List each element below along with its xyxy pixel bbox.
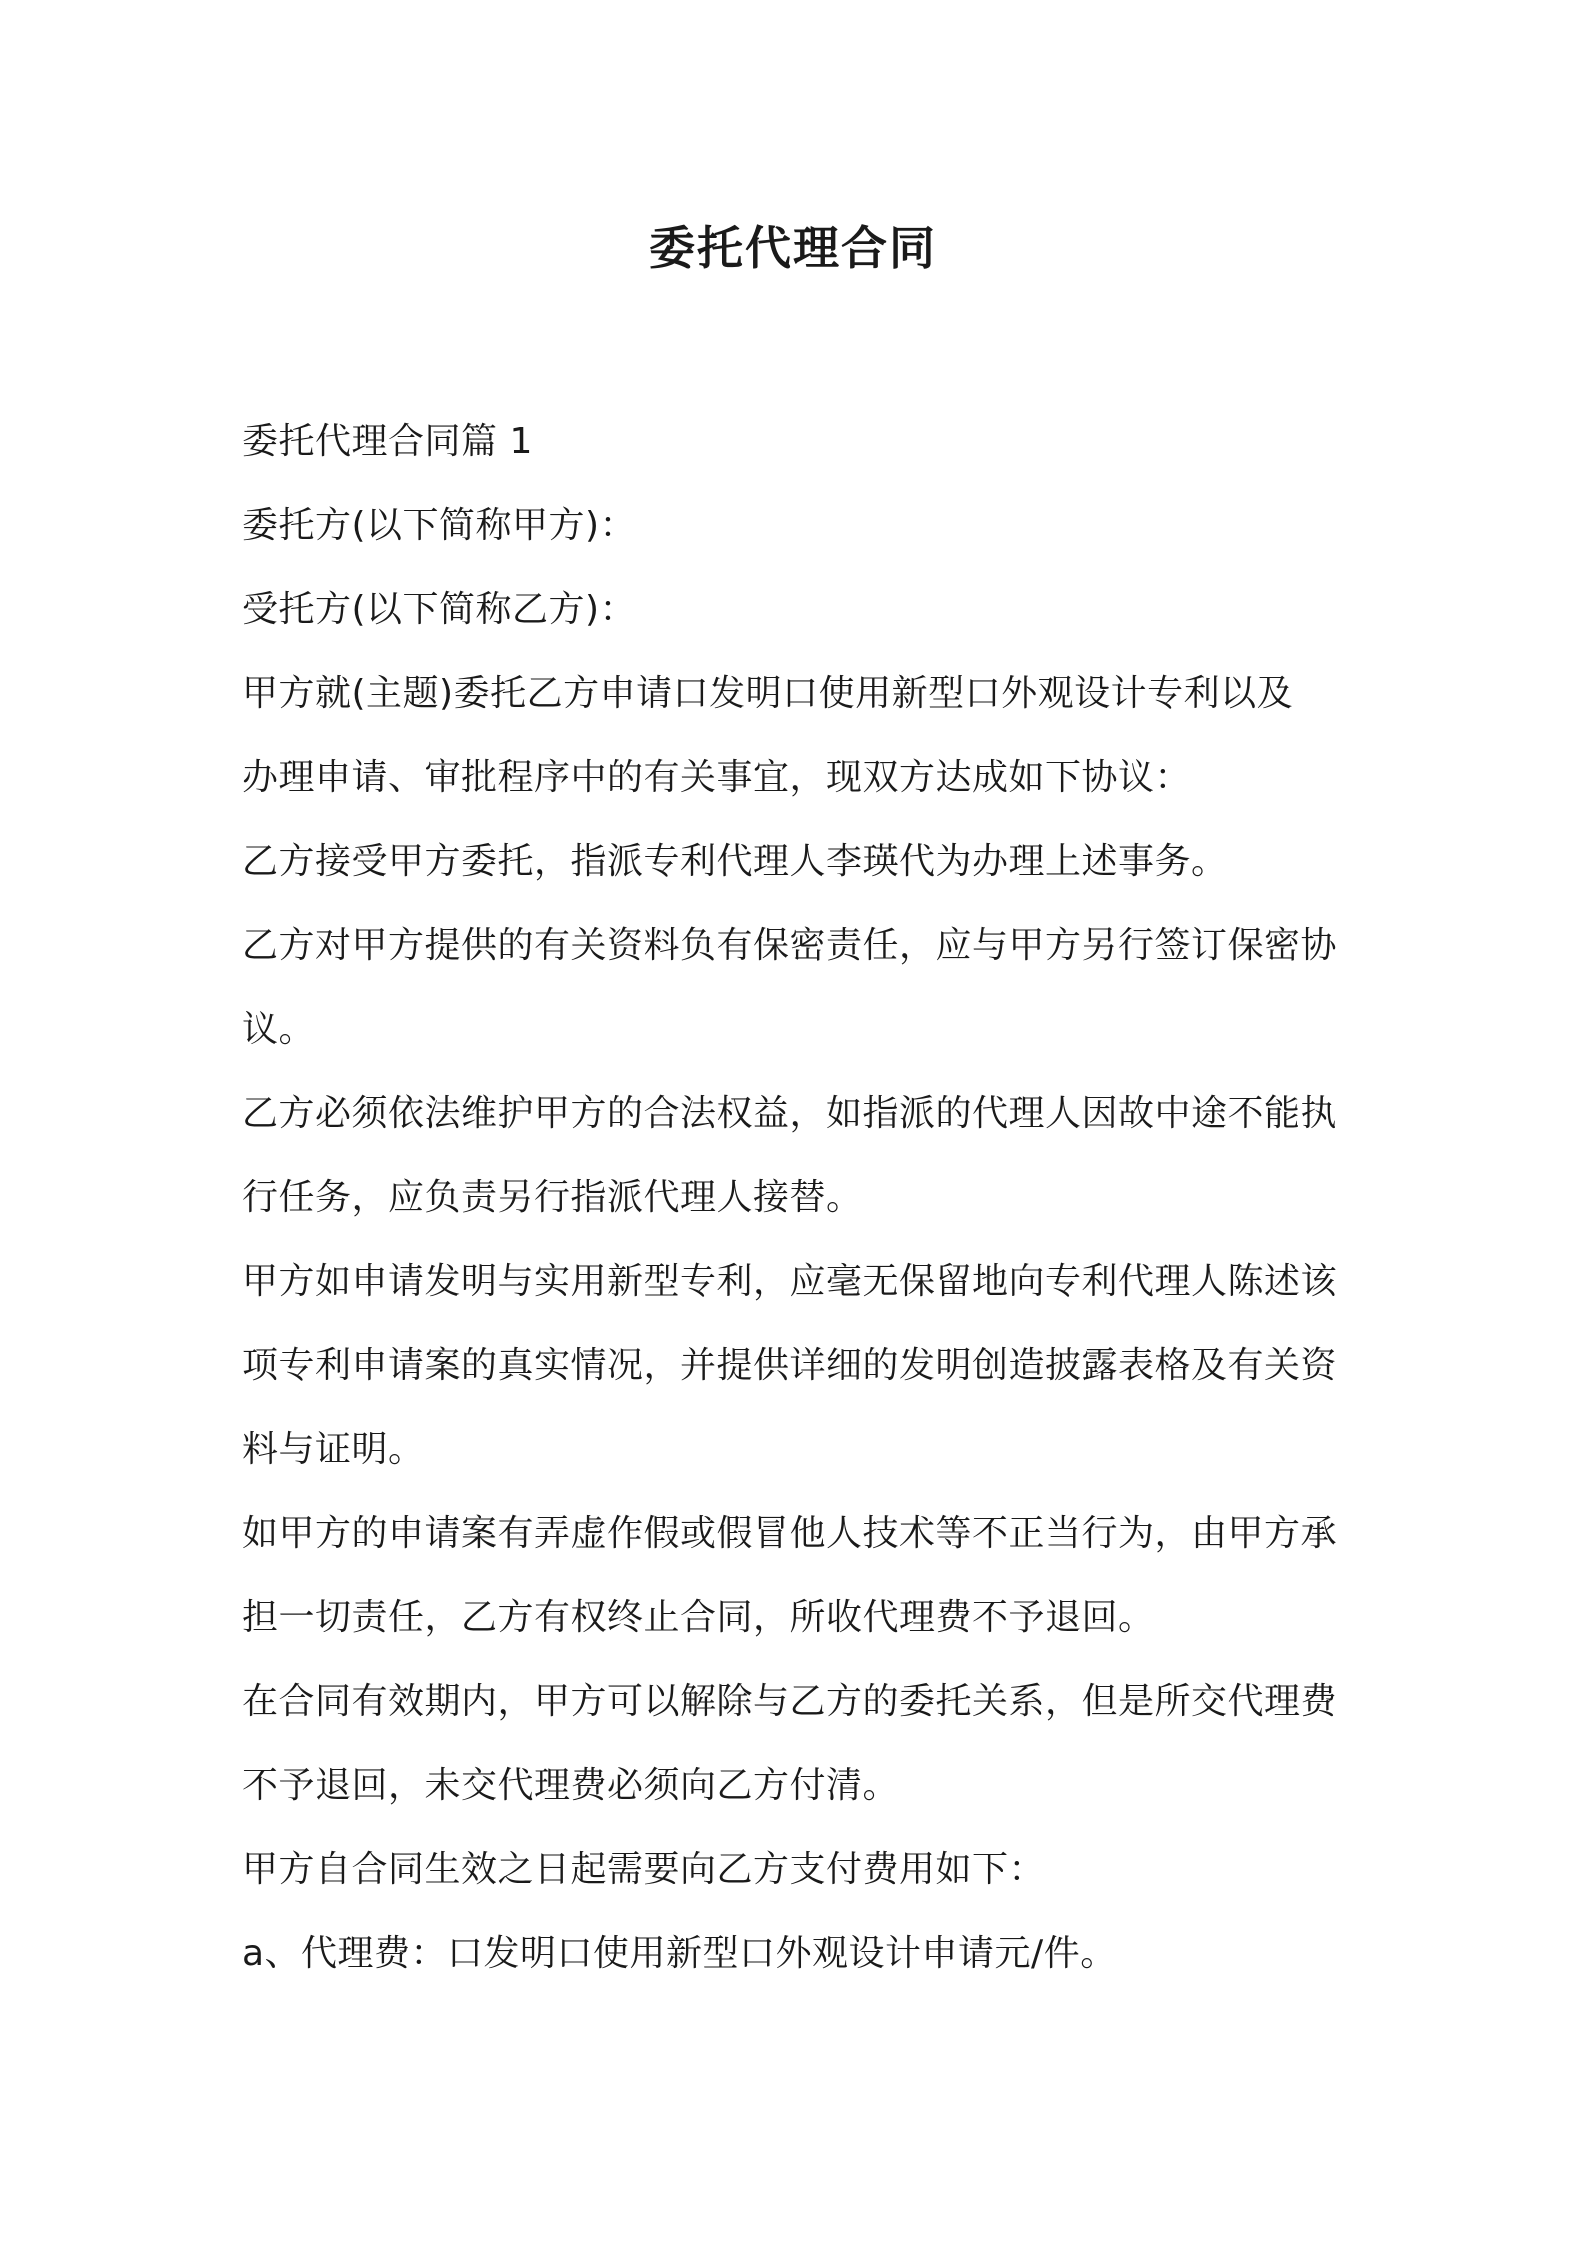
paragraph-line: 乙方对甲方提供的有关资料负有保密责任，应与甲方另行签订保密协 (242, 925, 1338, 966)
document-body (242, 400, 1362, 1996)
paragraph-line: 如甲方的申请案有弄虚作假或假冒他人技术等不正当行为，由甲方承 (242, 1513, 1338, 1554)
paragraph-line: 行任务，应负责另行指派代理人接替。 (242, 1177, 863, 1218)
fee-item-line: a、代理费：口发明口使用新型口外观设计申请元/件。 (242, 1933, 1117, 1974)
paragraph-line: 议。 (242, 1009, 316, 1050)
paragraph-line: 甲方就(主题)委托乙方申请口发明口使用新型口外观设计专利以及 (242, 673, 1294, 714)
paragraph-line: 办理申请、审批程序中的有关事宜，现双方达成如下协议： (242, 757, 1192, 798)
paragraph-line: 乙方必须依法维护甲方的合法权益，如指派的代理人因故中途不能执 (242, 1093, 1338, 1134)
paragraph-line: 料与证明。 (242, 1429, 425, 1470)
party-a-line: 委托方(以下简称甲方)： (242, 505, 637, 546)
paragraph-line: 在合同有效期内，甲方可以解除与乙方的委托关系，但是所交代理费 (242, 1681, 1338, 1722)
paragraph-line: 项专利申请案的真实情况，并提供详细的发明创造披露表格及有关资 (242, 1345, 1338, 1386)
paragraph-line: 乙方接受甲方委托，指派专利代理人李瑛代为办理上述事务。 (242, 841, 1228, 882)
document-title: 委托代理合同 (649, 221, 937, 275)
paragraph-line: 甲方如申请发明与实用新型专利，应毫无保留地向专利代理人陈述该 (242, 1261, 1338, 1302)
paragraph-line: 甲方自合同生效之日起需要向乙方支付费用如下： (242, 1849, 1046, 1890)
party-b-line: 受托方(以下简称乙方)： (242, 589, 637, 630)
paragraph-line: 担一切责任，乙方有权终止合同，所收代理费不予退回。 (242, 1597, 1155, 1638)
paragraph-line: 不予退回，未交代理费必须向乙方付清。 (242, 1765, 900, 1806)
section-heading: 委托代理合同篇 1 (242, 421, 533, 462)
